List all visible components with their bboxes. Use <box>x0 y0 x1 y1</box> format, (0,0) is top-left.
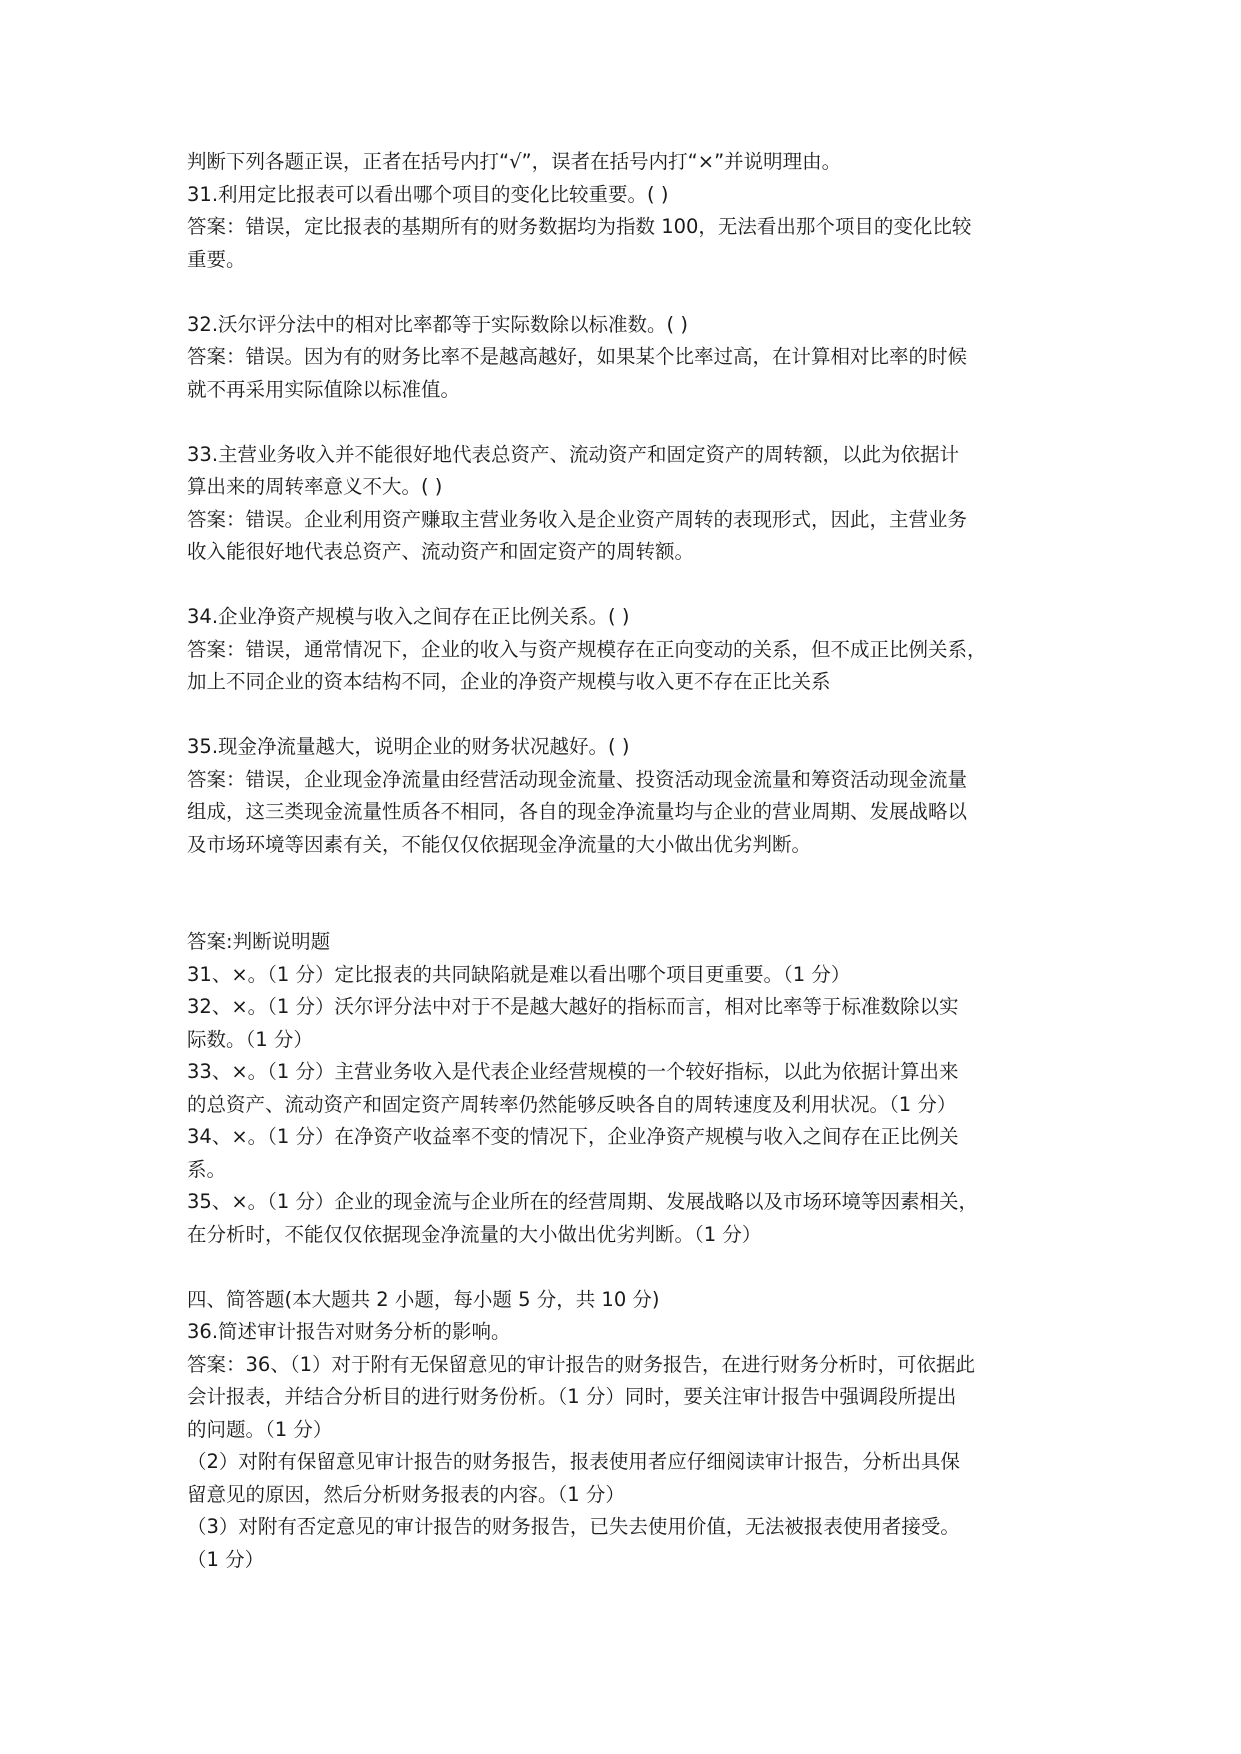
question-text: 32.沃尔评分法中的相对比率都等于实际数除以标准数。( ) <box>187 312 688 336</box>
intro-text: 判断下列各题正误，正者在括号内打“√”，误者在括号内打“×”并说明理由。 <box>187 150 842 173</box>
question-32 <box>187 309 1067 407</box>
answer-key-line: 33、×。（1 分）主营业务收入是代表企业经营规模的一个较好指标，以此为依据计算出来 <box>187 1060 959 1083</box>
question-34 <box>187 601 1067 699</box>
answer-text: 答案：错误。因为有的财务比率不是越高越好，如果某个比率过高，在计算相对比率的时候 <box>187 345 968 368</box>
question-text: 35.现金净流量越大，说明企业的财务状况越好。( ) <box>187 735 630 758</box>
answer-key-line: 34、×。（1 分）在净资产收益率不变的情况下，企业净资产规模与收入之间存在正比例关 <box>187 1125 959 1148</box>
answer-text: 答案：错误，企业现金净流量由经营活动现金流量、投资活动现金流量和筹资活动现金流量 <box>187 767 968 791</box>
answer-text: 的问题。（1 分） <box>187 1417 333 1441</box>
spacer <box>187 1251 1067 1284</box>
answer-text: 答案：36、（1）对于附有无保留意见的审计报告的财务报告，在进行财务分析时，可依据此 <box>187 1352 975 1376</box>
question-text: 算出来的周转率意义不大。( ) <box>187 475 443 498</box>
answer-text: 重要。 <box>187 247 246 271</box>
question-text: 31.利用定比报表可以看出哪个项目的变化比较重要。( ) <box>187 182 669 206</box>
answer-text: 收入能很好地代表总资产、流动资产和固定资产的周转额。 <box>187 540 695 563</box>
spacer <box>187 276 1067 309</box>
question-33 <box>187 439 1067 569</box>
answer-key-line: 在分析时，不能仅仅依据现金净流量的大小做出优劣判断。（1 分） <box>187 1222 762 1246</box>
answer-text: 组成，这三类现金流量性质各不相同，各自的现金净流量均与企业的营业周期、发展战略以 <box>187 800 968 823</box>
answer-key-line: 的总资产、流动资产和固定资产周转率仍然能够反映各自的周转速度及利用状况。（1 分） <box>187 1092 957 1116</box>
question-text: 34.企业净资产规模与收入之间存在正比例关系。( ) <box>187 605 630 628</box>
answer-key-line: 际数。（1 分） <box>187 1027 313 1051</box>
answer-text: （3）对附有否定意见的审计报告的财务报告，已失去使用价值，无法被报表使用者接受。 <box>187 1515 960 1538</box>
spacer <box>187 406 1067 439</box>
document-page <box>187 146 1067 1576</box>
question-35 <box>187 731 1067 861</box>
answer-text: 会计报表，并结合分析目的进行财务份析。（1 分）同时，要关注审计报告中强调段所提出 <box>187 1385 957 1408</box>
answer-key-line: 32、×。（1 分）沃尔评分法中对于不是越大越好的指标而言，相对比率等于标准数除以实 <box>187 995 959 1018</box>
answer-key-line: 系。 <box>187 1157 227 1181</box>
spacer <box>187 569 1067 602</box>
question-31 <box>187 179 1067 277</box>
answer-text: 答案：错误，定比报表的基期所有的财务数据均为指数 100，无法看出那个项目的变化比较 <box>187 215 972 238</box>
question-text: 33.主营业务收入并不能很好地代表总资产、流动资产和固定资产的周转额，以此为依据计 <box>187 442 960 466</box>
answer-key-line: 31、×。（1 分）定比报表的共同缺陷就是难以看出哪个项目更重要。（1 分） <box>187 962 851 986</box>
question-text: 36.简述审计报告对财务分析的影响。 <box>187 1320 511 1343</box>
answer-text: （1 分） <box>187 1547 265 1571</box>
spacer <box>187 861 1067 926</box>
section-4 <box>187 1284 1067 1577</box>
spacer <box>187 699 1067 732</box>
answer-text: 及市场环境等因素有关，不能仅仅依据现金净流量的大小做出优劣判断。 <box>187 832 812 856</box>
answer-key-line: 35、×。（1 分）企业的现金流与企业所在的经营周期、发展战略以及市场环境等因素相关， <box>187 1190 979 1213</box>
answer-text: 留意见的原因，然后分析财务报表的内容。（1 分） <box>187 1482 625 1506</box>
answer-key <box>187 926 1067 1251</box>
answer-text: 加上不同企业的资本结构不同，企业的净资产规模与收入更不存在正比关系 <box>187 670 831 693</box>
answer-key-heading: 答案:判断说明题 <box>187 930 331 953</box>
section-heading: 四、简答题(本大题共 2 小题，每小题 5 分，共 10 分) <box>187 1287 660 1311</box>
answer-text: 答案：错误，通常情况下，企业的收入与资产规模存在正向变动的关系，但不成正比例关系， <box>187 637 987 661</box>
answer-text: 答案：错误。企业利用资产赚取主营业务收入是企业资产周转的表现形式，因此，主营业务 <box>187 507 968 531</box>
answer-text: （2）对附有保留意见审计报告的财务报告，报表使用者应仔细阅读审计报告，分析出具保 <box>187 1450 960 1473</box>
answer-text: 就不再采用实际值除以标准值。 <box>187 377 461 401</box>
